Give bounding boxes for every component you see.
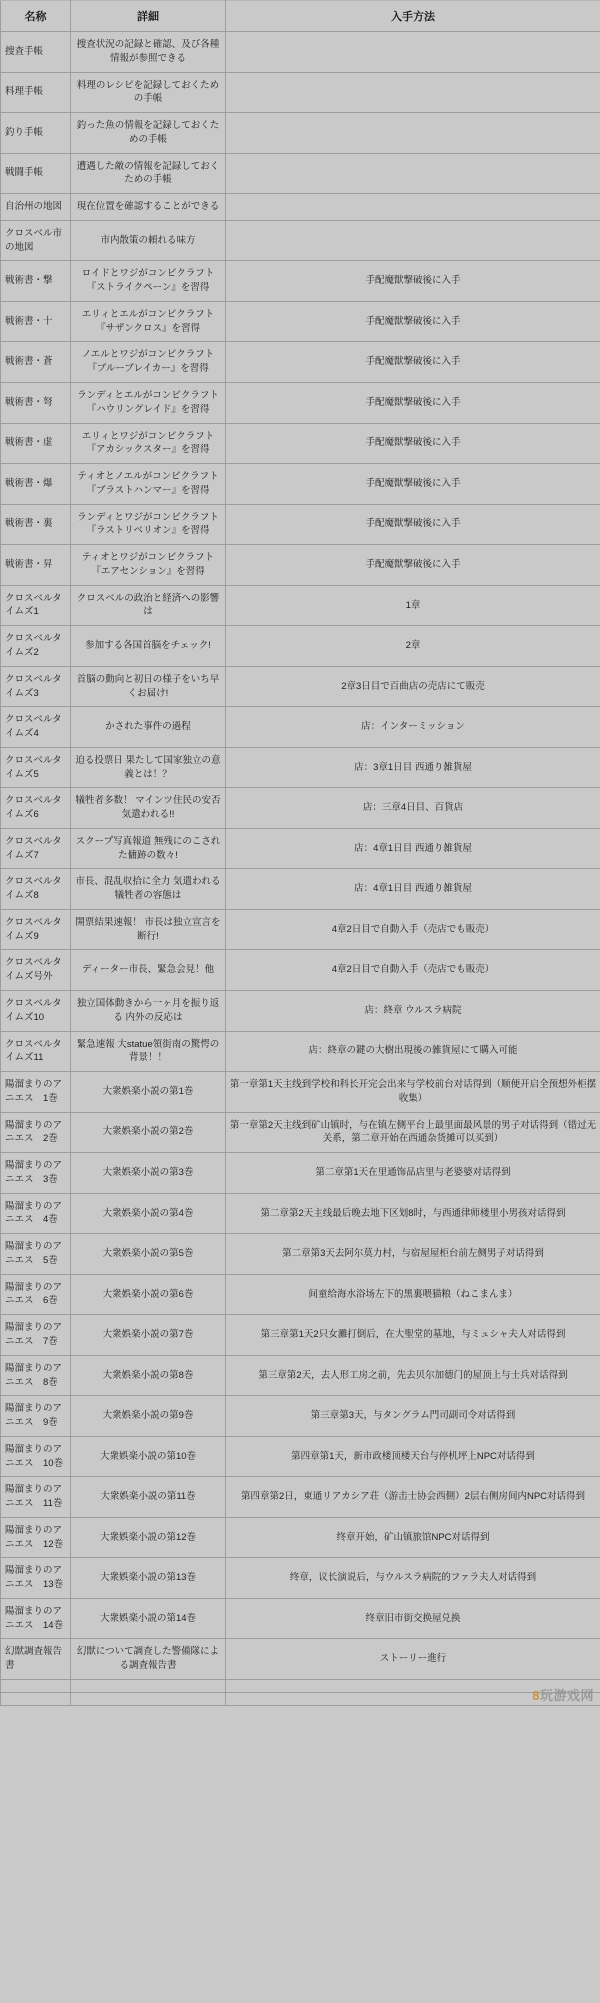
cell-detail: 市長、混乱収拾に全力 気遣われる犠牲者の容態は <box>71 869 226 910</box>
cell-detail: 大衆娯楽小説の第13巻 <box>71 1558 226 1599</box>
table-row <box>1 828 600 869</box>
cell-how: 第二章第1天在里通饰品店里与老婆婆对话得到 <box>226 1153 600 1194</box>
table-row <box>1 1112 600 1153</box>
cell-name: クロスベルタイムズ1 <box>1 585 71 626</box>
cell-detail: ティオとワジがコンビクラフト『エアセンション』を習得 <box>71 545 226 586</box>
cell-detail: 幻獣について調査した警備隊による調査報告書 <box>71 1639 226 1680</box>
table-row <box>1 342 600 383</box>
cell-detail: 大衆娯楽小説の第11巻 <box>71 1477 226 1518</box>
cell-name: クロスベルタイムズ2 <box>1 626 71 667</box>
table-row <box>1 1680 600 1693</box>
cell-name: 戦術書・裏 <box>1 504 71 545</box>
cell-detail: 首脳の動向と初日の様子をいち早くお届け! <box>71 666 226 707</box>
cell-name: 戦術書・爆 <box>1 464 71 505</box>
table-row <box>1 990 600 1031</box>
cell-how <box>226 153 600 194</box>
table-row <box>1 1558 600 1599</box>
cell-detail: 大衆娯楽小説の第10巻 <box>71 1436 226 1477</box>
cell-name: 戦闘手帳 <box>1 153 71 194</box>
cell-how: 第一章第1天主线到学校和科长开完会出来与学校前台对话得到（顺便开启全预想外柜摆收集） <box>226 1072 600 1113</box>
table-row <box>1 707 600 748</box>
cell-name: 捜査手帳 <box>1 32 71 73</box>
watermark-text: 玩游戏网 <box>539 1688 594 1704</box>
cell-how: 第三章第1天2只女灘打倒后，在大聖堂的墓地，与ミュシャ夫人对话得到 <box>226 1315 600 1356</box>
cell-detail: 捜査状況の記録と確認、及び各種情報が参照できる <box>71 32 226 73</box>
cell-name: 陽溜まりのアニエス 12巻 <box>1 1517 71 1558</box>
table-row <box>1 788 600 829</box>
cell-how: 店：終章 ウルスラ病院 <box>226 990 600 1031</box>
column-header-name: 名称 <box>1 1 71 32</box>
cell-name: 釣り手帳 <box>1 113 71 154</box>
cell-detail: 独立国体動きから一ヶ月を振り返る 内外の反応は <box>71 990 226 1031</box>
cell-name: 戦術書・十 <box>1 301 71 342</box>
cell-how <box>226 32 600 73</box>
cell-detail: 市内散策の頼れる味方 <box>71 220 226 261</box>
cell-how: 手配魔獣撃破後に入手 <box>226 423 600 464</box>
table-row <box>1 1274 600 1315</box>
cell-detail: 大衆娯楽小説の第6巻 <box>71 1274 226 1315</box>
cell-detail: スクープ写真報道 無残にのこされた傭跡の数々! <box>71 828 226 869</box>
watermark-prefix: 8 <box>532 1688 540 1704</box>
cell-name: 自治州の地図 <box>1 194 71 221</box>
cell-detail: 迫る投票日 果たして国家独立の意義とは！？ <box>71 747 226 788</box>
cell-how <box>226 1680 600 1693</box>
table-row <box>1 383 600 424</box>
table-row <box>1 113 600 154</box>
cell-name: 陽溜まりのアニエス 6巻 <box>1 1274 71 1315</box>
table-row <box>1 1234 600 1275</box>
cell-name: 陽溜まりのアニエス 8巻 <box>1 1355 71 1396</box>
table-row <box>1 869 600 910</box>
table-row <box>1 72 600 113</box>
cell-detail: 釣った魚の情報を記録しておくための手帳 <box>71 113 226 154</box>
cell-how: 店：3章1日目 西通り雑貨屋 <box>226 747 600 788</box>
cell-how: 2章3日目で百曲店の売店にて販売 <box>226 666 600 707</box>
cell-name: 戦術書・撃 <box>1 261 71 302</box>
cell-how: 间童给海水浴场左下的黑裏喂猫粮（ねこまんま） <box>226 1274 600 1315</box>
table-row <box>1 464 600 505</box>
table-row <box>1 1072 600 1113</box>
cell-how <box>226 194 600 221</box>
cell-how: 第四章第1天，新市政楼顶楼天台与停机坪上NPC对话得到 <box>226 1436 600 1477</box>
cell-how <box>226 113 600 154</box>
cell-how <box>226 72 600 113</box>
table-header <box>1 1 600 32</box>
cell-name: 陽溜まりのアニエス 4巻 <box>1 1193 71 1234</box>
cell-name: クロスベル市の地図 <box>1 220 71 261</box>
cell-detail: 大衆娯楽小説の第4巻 <box>71 1193 226 1234</box>
cell-detail: エリィとエルがコンビクラフト『サザンクロス』を習得 <box>71 301 226 342</box>
table-row <box>1 504 600 545</box>
cell-name: 陽溜まりのアニエス 14巻 <box>1 1598 71 1639</box>
cell-detail: ノエルとワジがコンビクラフト『ブルーブレイカー』を習得 <box>71 342 226 383</box>
cell-detail: 緊急速報 大statue領街南の驚愕の背景！！ <box>71 1031 226 1072</box>
table-row <box>1 220 600 261</box>
cell-name: 陽溜まりのアニエス 5巻 <box>1 1234 71 1275</box>
cell-how: 2章 <box>226 626 600 667</box>
cell-detail: 遭遇した敵の情報を記録しておくための手帳 <box>71 153 226 194</box>
cell-name: クロスベルタイムズ5 <box>1 747 71 788</box>
cell-name: 戦術書・弩 <box>1 383 71 424</box>
cell-name <box>1 1680 71 1693</box>
cell-how: 1章 <box>226 585 600 626</box>
cell-how: 手配魔獣撃破後に入手 <box>226 383 600 424</box>
cell-detail: 犠牲者多数！ マインツ住民の安否気遣われる!! <box>71 788 226 829</box>
cell-how: ストーリー進行 <box>226 1639 600 1680</box>
cell-detail: ランディとエルがコンビクラフト『ハウリングレイド』を習得 <box>71 383 226 424</box>
cell-detail: 参加する各国首脳をチェック! <box>71 626 226 667</box>
cell-how: 手配魔獣撃破後に入手 <box>226 342 600 383</box>
cell-how: 手配魔獣撃破後に入手 <box>226 464 600 505</box>
cell-how: 第三章第3天，与タングラム門司副司令对话得到 <box>226 1396 600 1437</box>
cell-name <box>1 1693 71 1706</box>
cell-how: 店：4章1日目 西通り雑貨屋 <box>226 828 600 869</box>
table-row <box>1 153 600 194</box>
table-row <box>1 194 600 221</box>
table-row <box>1 1193 600 1234</box>
column-header-how: 入手方法 <box>226 1 600 32</box>
cell-name: 陽溜まりのアニエス 1巻 <box>1 1072 71 1113</box>
cell-how: 店：終章の鍵の大樹出現後の雑貨屋にて購入可能 <box>226 1031 600 1072</box>
cell-how: 第一章第2天主线到矿山镇时，与在镇左侧平台上最里面最风景的男子对话得到（错过无关系，第二章开始在西通杂货摊可以买到） <box>226 1112 600 1153</box>
cell-detail: 大衆娯楽小説の第12巻 <box>71 1517 226 1558</box>
cell-name: クロスベルタイムズ6 <box>1 788 71 829</box>
cell-how: 第四章第2日，東通リアカシア荘（游击士协会西側）2层右侧房间内NPC对话得到 <box>226 1477 600 1518</box>
cell-name: 陽溜まりのアニエス 7巻 <box>1 1315 71 1356</box>
cell-how: 第三章第2天，去人形工房之前，先去贝尔加德门的屋顶上与士兵对话得到 <box>226 1355 600 1396</box>
cell-how <box>226 1693 600 1706</box>
table-row <box>1 585 600 626</box>
table-row <box>1 1031 600 1072</box>
cell-detail: 大衆娯楽小説の第14巻 <box>71 1598 226 1639</box>
cell-detail: クロスベルの政治と経済への影響は <box>71 585 226 626</box>
table-row <box>1 1396 600 1437</box>
cell-name: 陽溜まりのアニエス 3巻 <box>1 1153 71 1194</box>
cell-detail: ティオとノエルがコンビクラフト『ブラストハンマー』を習得 <box>71 464 226 505</box>
table-row <box>1 545 600 586</box>
column-header-detail: 詳細 <box>71 1 226 32</box>
table-row <box>1 1693 600 1706</box>
table-row <box>1 32 600 73</box>
table-row <box>1 1315 600 1356</box>
cell-name: クロスベルタイムズ9 <box>1 909 71 950</box>
cell-how: 终章，议长演说后，与ウルスラ病院的ファラ夫人对话得到 <box>226 1558 600 1599</box>
table-row <box>1 950 600 991</box>
cell-name: 料理手帳 <box>1 72 71 113</box>
cell-name: 戦術書・蒼 <box>1 342 71 383</box>
cell-name: クロスベルタイムズ11 <box>1 1031 71 1072</box>
cell-detail: ロイドとワジがコンビクラフト『ストライクペーン』を習得 <box>71 261 226 302</box>
table-row <box>1 1153 600 1194</box>
cell-how: 第二章第3天去阿尔莫力村，与宿屋屋柜台前左侧男子对话得到 <box>226 1234 600 1275</box>
cell-detail <box>71 1693 226 1706</box>
cell-name: 陽溜まりのアニエス 13巻 <box>1 1558 71 1599</box>
cell-detail: 料理のレシピを記録しておくための手帳 <box>71 72 226 113</box>
cell-detail: 大衆娯楽小説の第9巻 <box>71 1396 226 1437</box>
cell-detail: 大衆娯楽小説の第3巻 <box>71 1153 226 1194</box>
table-header-row <box>1 1 600 32</box>
table-row <box>1 1355 600 1396</box>
table-row <box>1 423 600 464</box>
cell-how: 手配魔獣撃破後に入手 <box>226 504 600 545</box>
cell-detail: 大衆娯楽小説の第2巻 <box>71 1112 226 1153</box>
table-row <box>1 301 600 342</box>
table-row <box>1 1598 600 1639</box>
cell-name: クロスベルタイムズ7 <box>1 828 71 869</box>
cell-detail: 大衆娯楽小説の第5巻 <box>71 1234 226 1275</box>
table-row <box>1 1436 600 1477</box>
cell-how: 店：三章4日目、百貨店 <box>226 788 600 829</box>
cell-detail: かされた事件の過程 <box>71 707 226 748</box>
table-row <box>1 261 600 302</box>
cell-detail: 大衆娯楽小説の第7巻 <box>71 1315 226 1356</box>
cell-how: 第二章第2天主线最后晚去地下区划8时，与西通律师楼里小男孩对话得到 <box>226 1193 600 1234</box>
cell-name: 幻獣調査報告書 <box>1 1639 71 1680</box>
table-row <box>1 747 600 788</box>
cell-detail: エリィとワジがコンビクラフト『アカシックスター』を習得 <box>71 423 226 464</box>
table-row <box>1 1639 600 1680</box>
cell-how: 终章开始，矿山镇旅馆NPC对话得到 <box>226 1517 600 1558</box>
cell-detail: 現在位置を確認することができる <box>71 194 226 221</box>
cell-name: 戦術書・昇 <box>1 545 71 586</box>
table-row <box>1 909 600 950</box>
cell-how: 4章2日目で自動入手（売店でも販売） <box>226 950 600 991</box>
cell-how: 终章旧市街交换屋兑换 <box>226 1598 600 1639</box>
cell-name: 戦術書・虚 <box>1 423 71 464</box>
cell-detail: 大衆娯楽小説の第1巻 <box>71 1072 226 1113</box>
cell-name: クロスベルタイムズ3 <box>1 666 71 707</box>
cell-detail: 開票結果速報！ 市長は独立宣言を断行! <box>71 909 226 950</box>
cell-name: クロスベルタイムズ号外 <box>1 950 71 991</box>
cell-detail: ランディとワジがコンビクラフト『ラストリベリオン』を習得 <box>71 504 226 545</box>
cell-name: 陽溜まりのアニエス 11巻 <box>1 1477 71 1518</box>
cell-name: クロスベルタイムズ8 <box>1 869 71 910</box>
table-row <box>1 1477 600 1518</box>
table-row <box>1 666 600 707</box>
cell-how: 手配魔獣撃破後に入手 <box>226 261 600 302</box>
cell-how: 店：4章1日目 西通り雑貨屋 <box>226 869 600 910</box>
cell-name: クロスベルタイムズ10 <box>1 990 71 1031</box>
cell-detail: ディーター市長、緊急会見！他 <box>71 950 226 991</box>
cell-detail <box>71 1680 226 1693</box>
cell-detail: 大衆娯楽小説の第8巻 <box>71 1355 226 1396</box>
table-body <box>1 32 600 1706</box>
cell-how: 手配魔獣撃破後に入手 <box>226 545 600 586</box>
cell-name: 陽溜まりのアニエス 10巻 <box>1 1436 71 1477</box>
cell-how: 店：インターミッション <box>226 707 600 748</box>
cell-name: 陽溜まりのアニエス 2巻 <box>1 1112 71 1153</box>
cell-how: 手配魔獣撃破後に入手 <box>226 301 600 342</box>
cell-how: 4章2日目で自動入手（売店でも販売） <box>226 909 600 950</box>
table-row <box>1 626 600 667</box>
cell-name: 陽溜まりのアニエス 9巻 <box>1 1396 71 1437</box>
cell-how <box>226 220 600 261</box>
cell-name: クロスベルタイムズ4 <box>1 707 71 748</box>
table-row <box>1 1517 600 1558</box>
